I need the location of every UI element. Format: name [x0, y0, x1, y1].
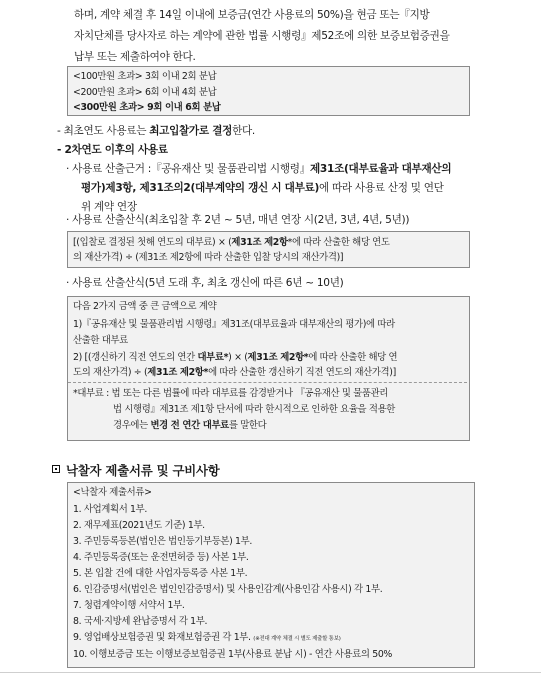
renewal-line-5: 도의 재산가격) ÷ (제31조 제2항*에 따라 산출한 갱신하기 직전 연도의 재산가격)] — [73, 367, 396, 378]
renewal-line-1: 다음 2가지 금액 중 큰 금액으로 계약 — [73, 301, 217, 312]
renewal-line-3: 산출한 대부료 — [73, 335, 128, 346]
document-item: 1. 사업계획서 1부. — [73, 504, 147, 515]
formula-1-line-2: 의 재산가격) ÷ (제31조 제2항에 따라 산출한 입찰 당시의 재산가격)] — [73, 252, 344, 263]
renewal-note-3: 경우에는 변경 전 연간 대부료를 말한다 — [113, 420, 267, 431]
installment-row-2: <200만원 초과> 6회 이내 4회 분납 — [73, 87, 217, 98]
second-year-title: - 2차연도 이후의 사용료 — [57, 144, 168, 156]
formula-1-line-1: [(입찰로 결정된 첫해 연도의 대부료) × (제31조 제2항*에 따라 산출한 해당 연도 — [73, 237, 390, 248]
document-item: 4. 주민등록증(또는 운전면허증 등) 사본 1부. — [73, 552, 249, 563]
document-item: 5. 본 입찰 건에 대한 사업자등록증 사본 1부. — [73, 568, 248, 579]
basis-line-3: 위 계약 연장 — [81, 201, 137, 213]
section-title: 낙찰자 제출서류 및 구비사항 — [66, 463, 220, 478]
formula-2-title: · 사용료 산출산식(5년 도래 후, 최초 갱신에 따른 6년 ~ 10년) — [66, 277, 344, 289]
basis-line-1: · 사용료 산출근거 :『공유재산 및 물품관리법 시행령』제31조(대부료율과 대부재산의 — [66, 163, 452, 175]
intro-line-1: 하며, 계약 체결 후 14일 이내에 보증금(연간 사용료의 50%)을 현금 또는『지방 — [74, 9, 430, 21]
intro-line-3: 납부 또는 제출하여야 한다. — [74, 51, 196, 63]
document-item: 6. 인감증명서(법인은 법인인감증명서) 및 사용인감계(사용인감 사용시) 각 1부. — [73, 584, 383, 595]
first-year-fee: - 최초연도 사용료는 최고입찰가로 결정한다. — [57, 125, 255, 137]
document-item: 8. 국세·지방세 완납증명서 각 1부. — [73, 616, 208, 627]
formula-1-title: · 사용료 산출산식(최초입찰 후 2년 ~ 5년, 매년 연장 시(2년, 3년, 4년, 5년)) — [66, 214, 410, 226]
document-item: 3. 주민등록등본(법인은 법인등기부등본) 1부. — [73, 536, 253, 547]
page-bottom-rule — [0, 672, 541, 673]
renewal-divider — [68, 382, 467, 383]
item-9-note: (※전대 계약 체결 시 별도 제출할 통보) — [253, 636, 341, 642]
document-item: 2. 재무제표(2021년도 기준) 1부. — [73, 520, 205, 531]
section-square-icon — [52, 465, 60, 473]
intro-line-2: 자치단체를 당사자로 하는 계약에 관한 법률 시행령』제52조에 의한 보증보험증권을 — [74, 30, 450, 42]
installment-row-1: <100만원 초과> 3회 이내 2회 분납 — [73, 71, 217, 82]
renewal-note-2: 법 시행령』제31조 제1항 단서에 따라 한시적으로 인하한 요율을 적용한 — [113, 404, 395, 415]
installment-row-3: <300만원 초과> 9회 이내 6회 분납 — [73, 102, 221, 113]
renewal-note-1: *대부료 : 법 또는 다른 법률에 따라 대부료를 감경받거나 『공유재산 및 물품관리 — [73, 388, 388, 399]
document-item: 10. 이행보증금 또는 이행보증보험증권 1부(사용료 분납 시) - 연간 사용료의 50% — [73, 649, 392, 660]
renewal-line-4: 2) [(갱신하기 직전 연도의 연간 대부료*) × (제31조 제2항*에 따라 산출한 해당 연 — [73, 352, 398, 363]
document-item: 9. 영업배상보험증권 및 화재보험증권 각 1부. (※전대 계약 체결 시 별도 제출할 통보) — [73, 632, 341, 643]
documents-header: <낙찰자 제출서류> — [73, 487, 152, 498]
renewal-line-2: 1)『공유재산 및 물품관리법 시행령』제31조(대부료율과 대부재산의 평가)에 따라 — [73, 319, 395, 330]
basis-line-2: 평가)제3항, 제31조의2(대부계약의 갱신 시 대부료)에 따라 사용료 산정 및 연단 — [81, 182, 444, 194]
document-item: 7. 청렴계약이행 서약서 1부. — [73, 600, 185, 611]
